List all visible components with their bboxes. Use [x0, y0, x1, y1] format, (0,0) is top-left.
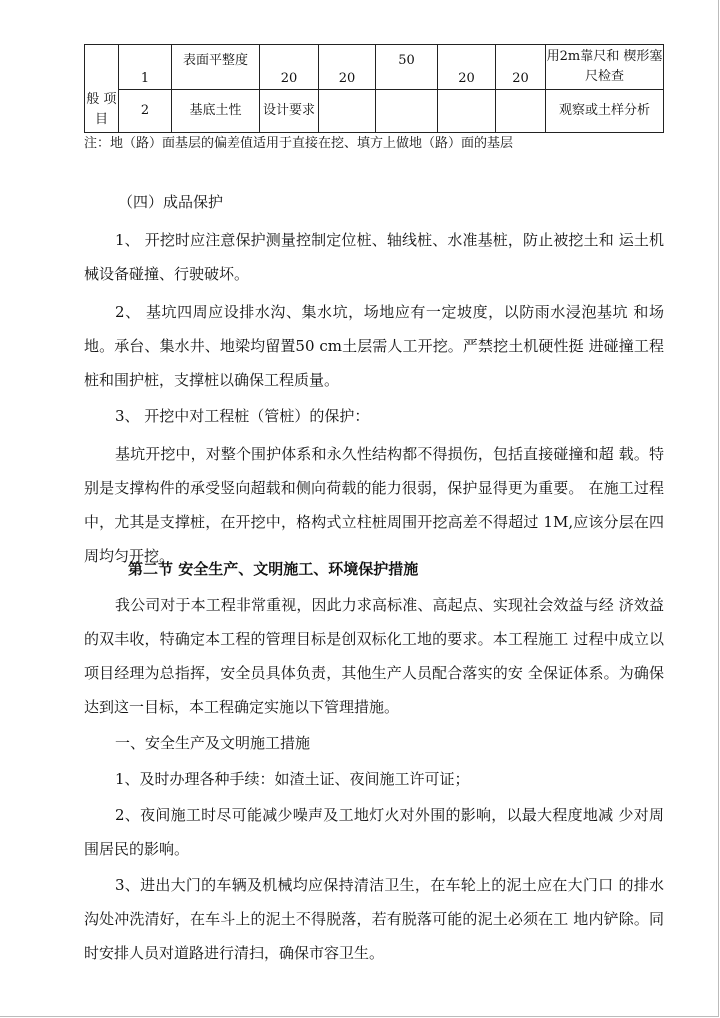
table-cell-value: 20: [260, 45, 319, 90]
table-cell-value: [319, 90, 376, 133]
paragraph: 3、 开挖中对工程桩（管桩）的保护：: [115, 407, 370, 425]
paragraph: 2、 基坑四周应设排水沟、集水坑，场地应有一定坡度，以防雨水浸泡基坑 和场地。承台、集水井、地梁均留置50 cm土层需人工开挖。严禁挖土机硬性挺 进碰撞工程桩和围护桩，支撑桩以确保工程质量。: [84, 303, 664, 389]
section-title: （四）成品保护: [118, 193, 224, 211]
paragraph: 基坑开挖中，对整个围护体系和永久性结构都不得损伤，包括直接碰撞和超 载。特别是支撑构件的承受竖向超载和侧向荷载的能力很弱，保护显得更为重要。 在施工过程中，尤其是支撑桩，在开挖中，格构式立柱桩周围开挖高差不得超过 1M,应该分层在四周均匀开挖。: [84, 445, 664, 565]
table-cell-value: 20: [319, 45, 376, 90]
table-note: 注：地（路）面基层的偏差值适用于直接在挖、填方上做地（路）面的基层: [84, 136, 514, 151]
table-cell-value: 20: [438, 45, 496, 90]
table-cell-value: 50: [376, 45, 438, 90]
table-row: [85, 90, 664, 133]
paragraph: 我公司对于本工程非常重视，因此力求高标准、高起点、实现社会效益与经 济效益的双丰收，特确定本工程的管理目标是创双标化工地的要求。本工程施工 过程中成立以项目经理为总指挥，安全员具体负责，其他生产人员配合落实的安 全保证体系。为确保达到这一目标，本工程确定实施以下管理措施。: [84, 596, 664, 716]
list-item: 3、进出大门的车辆及机械均应保持清洁卫生，在车轮上的泥土应在大门口 的排水沟处冲洗清好，在车斗上的泥土不得脱落，若有脱落可能的泥土必须在工 地内铲除。同时安排人员对道路进行清扫，确保市容卫生。: [84, 876, 664, 962]
list-item: 2、夜间施工时尽可能减少噪声及工地灯火对外围的影响，以最大程度地减 少对周围居民的影响。: [84, 806, 664, 858]
table-cell-value: 设计要求: [260, 90, 319, 133]
table-cell-value: [496, 90, 546, 133]
table-cell-item: 表面平整度: [172, 45, 260, 90]
table-cell-no: 1: [119, 45, 172, 90]
table-cell-value: [376, 90, 438, 133]
section-safety: [84, 552, 664, 970]
section-heading: 第二节 安全生产、文明施工、环境保护措施: [128, 560, 419, 578]
table-cell-method: 用2m靠尺和 楔形塞尺检查: [546, 45, 664, 90]
table-row: [85, 45, 664, 90]
list-item: 1、及时办理各种手续：如渣土证、夜间施工许可证；: [115, 770, 470, 788]
table-cell-no: 2: [119, 90, 172, 133]
table-cell-item: 基底土性: [172, 90, 260, 133]
tolerance-table: [84, 44, 664, 133]
table-cell-method: 观察或土样分析: [546, 90, 664, 133]
section-product-protection: [84, 185, 664, 573]
subsection-title: 一、安全生产及文明施工措施: [115, 734, 311, 752]
table-cell-value: [438, 90, 496, 133]
table-category-cell: 般 项 目: [85, 45, 119, 133]
table-cell-value: 20: [496, 45, 546, 90]
paragraph: 1、 开挖时应注意保护测量控制定位桩、轴线桩、水准基桩，防止被挖土和 运土机械设备碰撞、行驶破坏。: [84, 231, 664, 283]
